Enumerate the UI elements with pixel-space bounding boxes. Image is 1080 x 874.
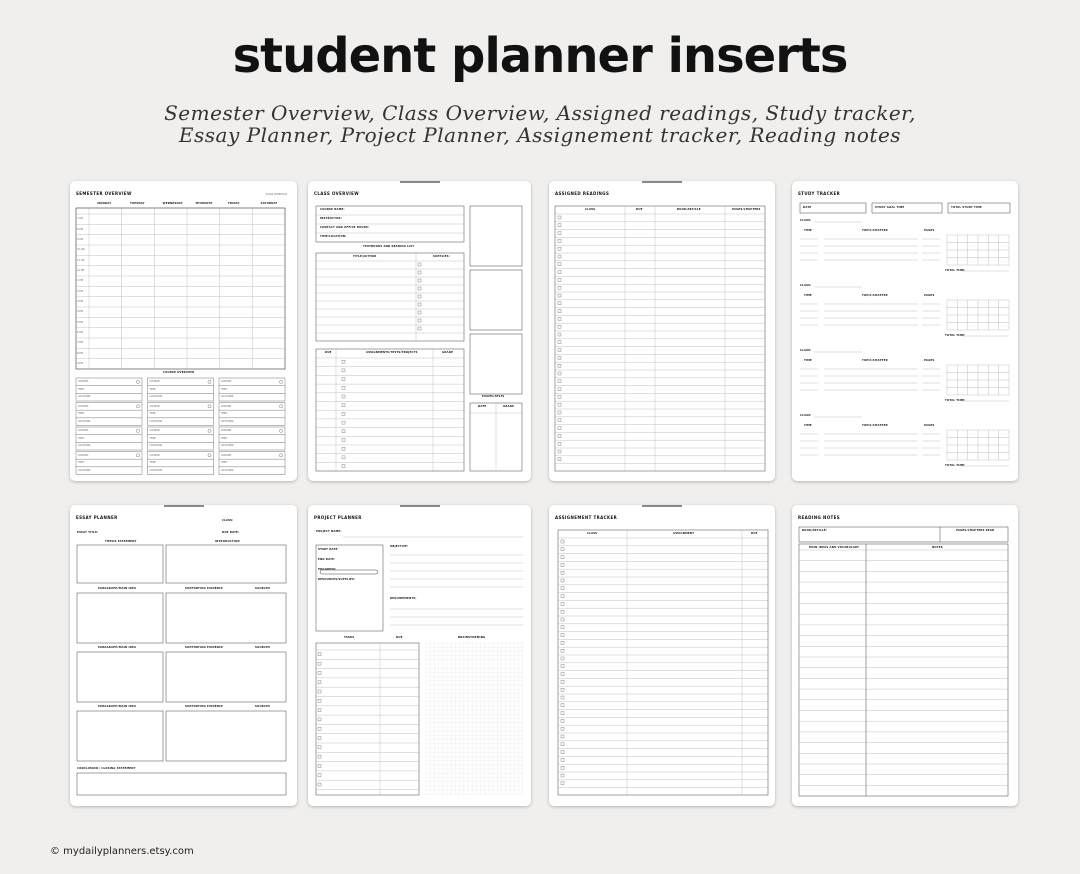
class-overview-title: CLASS OVERVIEW bbox=[314, 191, 360, 196]
course-field-label: COURSE: bbox=[78, 404, 89, 408]
class-field-label: COURSE NAME: bbox=[320, 208, 345, 211]
checkbox bbox=[558, 271, 561, 274]
time-label: 7 PM bbox=[77, 341, 83, 345]
reading-notes-page bbox=[792, 505, 1018, 806]
checkbox bbox=[318, 671, 321, 674]
essay-class: CLASS: bbox=[222, 519, 234, 522]
checkbox bbox=[561, 704, 564, 707]
semester-title: SEMESTER OVERVIEW bbox=[76, 191, 132, 196]
color-dot-icon bbox=[279, 454, 282, 457]
study-col-time: TIME bbox=[804, 229, 812, 232]
readings-title: ASSIGNED READINGS bbox=[555, 191, 610, 196]
study-col-pages: PAGES bbox=[924, 294, 935, 297]
color-dot-icon bbox=[279, 405, 282, 408]
essay-thesis: THESIS STATEMENT bbox=[105, 540, 137, 543]
checkbox bbox=[561, 688, 564, 691]
study-tracker-page bbox=[792, 181, 1018, 481]
day-header: THURSDAY bbox=[195, 202, 213, 205]
essay-grid bbox=[70, 505, 297, 806]
tb-col-title: TITLE/AUTHOR bbox=[353, 255, 377, 258]
assign-col-due: DUE bbox=[751, 532, 758, 535]
checkbox bbox=[418, 311, 421, 314]
color-dot-icon bbox=[208, 454, 211, 457]
checkbox bbox=[318, 746, 321, 749]
main-title: student planner inserts bbox=[232, 28, 848, 84]
checkbox bbox=[318, 783, 321, 786]
assign-col-assignment: ASSIGNMENT bbox=[673, 532, 695, 535]
essay-sources-label: SOURCES bbox=[255, 587, 271, 590]
checkbox bbox=[561, 712, 564, 715]
course-field-label: TIME: bbox=[78, 436, 85, 440]
checkbox bbox=[561, 602, 564, 605]
time-label: 8 AM bbox=[77, 227, 83, 231]
exam-col-date: DATE bbox=[478, 405, 487, 408]
course-overview-label: COURSE OVERVIEW bbox=[163, 371, 195, 374]
semester-grid bbox=[70, 181, 297, 481]
course-field-label: TIME: bbox=[221, 461, 228, 465]
course-field-label: TIME: bbox=[221, 436, 228, 440]
checkbox bbox=[418, 303, 421, 306]
course-field-label: COURSE: bbox=[221, 380, 232, 383]
study-goal: STUDY GOAL TIME bbox=[875, 206, 905, 209]
checkbox bbox=[561, 587, 564, 590]
checkbox bbox=[558, 232, 561, 235]
checkbox bbox=[342, 430, 345, 433]
checkbox bbox=[558, 310, 561, 313]
time-label: 9 PM bbox=[77, 361, 83, 365]
checkbox bbox=[418, 319, 421, 322]
checkbox bbox=[558, 317, 561, 320]
checkbox bbox=[561, 571, 564, 574]
notes-pages: PAGES/CHAPTERS READ bbox=[956, 529, 995, 532]
checkbox bbox=[558, 349, 561, 352]
study-class-label: CLASS: bbox=[800, 349, 812, 352]
notes-title: READING NOTES bbox=[798, 515, 841, 520]
textbooks-label: TEXTBOOKS AND READING LIST bbox=[363, 245, 415, 248]
course-field-label: TIME: bbox=[78, 412, 85, 416]
class-field-label: TIME/LOCATION: bbox=[320, 235, 347, 238]
course-field-label: LOCATION: bbox=[78, 395, 91, 399]
course-field-label: LOCATION: bbox=[149, 444, 163, 448]
essay-sources-label: SOURCES bbox=[255, 646, 271, 649]
checkbox bbox=[561, 751, 564, 754]
course-field-label: COURSE: bbox=[149, 404, 161, 408]
project-requirements: REQUIREMENTS: bbox=[390, 597, 417, 600]
study-col-pages: PAGES bbox=[924, 229, 935, 232]
study-col-pages: PAGES bbox=[924, 424, 935, 427]
study-class-label: CLASS: bbox=[800, 284, 812, 287]
study-total-time: TOTAL TIME: bbox=[945, 269, 966, 272]
checkbox bbox=[561, 735, 564, 738]
notes-ideas: MAIN IDEAS AND VOCABULARY bbox=[809, 546, 860, 549]
checkbox bbox=[561, 634, 564, 637]
checkbox bbox=[561, 665, 564, 668]
checkbox bbox=[318, 681, 321, 684]
checkbox bbox=[558, 278, 561, 281]
checkbox bbox=[561, 618, 564, 621]
color-dot-icon bbox=[208, 380, 211, 383]
checkbox bbox=[342, 369, 345, 372]
color-dot-icon bbox=[136, 429, 139, 432]
study-col-topic: TOPIC/CHAPTER bbox=[862, 229, 888, 232]
course-field-label: LOCATION: bbox=[78, 468, 91, 472]
checkbox bbox=[561, 548, 564, 551]
course-field-label: LOCATION: bbox=[78, 419, 91, 423]
checkbox bbox=[318, 774, 321, 777]
assign-col-class: CLASS bbox=[587, 532, 598, 535]
study-col-pages: PAGES bbox=[924, 359, 935, 362]
class-field-label: CONTACT AND OFFICE HOURS: bbox=[320, 226, 370, 229]
time-label: 8 PM bbox=[77, 351, 83, 355]
checkbox bbox=[558, 263, 561, 266]
study-total-time: TOTAL TIME: bbox=[945, 464, 966, 467]
course-field-label: TIME: bbox=[149, 436, 157, 440]
checkbox bbox=[558, 380, 561, 383]
time-label: 11 AM bbox=[77, 258, 85, 262]
project-field-label: START DATE: bbox=[318, 548, 339, 551]
checkbox bbox=[561, 579, 564, 582]
course-field-label: COURSE: bbox=[221, 404, 232, 408]
checkbox bbox=[418, 263, 421, 266]
checkbox bbox=[318, 709, 321, 712]
checkbox bbox=[561, 673, 564, 676]
course-field-label: TIME: bbox=[221, 387, 228, 391]
course-field-label: COURSE: bbox=[149, 380, 161, 383]
study-col-time: TIME bbox=[804, 424, 812, 427]
project-tasks: TASKS bbox=[344, 636, 355, 639]
color-dot-icon bbox=[136, 380, 139, 383]
checkbox bbox=[558, 388, 561, 391]
course-field-label: COURSE: bbox=[149, 429, 161, 432]
study-class-label: CLASS: bbox=[800, 219, 812, 222]
course-field-label: TIME: bbox=[78, 387, 85, 391]
checkbox bbox=[342, 378, 345, 381]
checkbox bbox=[561, 641, 564, 644]
checkbox bbox=[318, 727, 321, 730]
checkbox bbox=[561, 774, 564, 777]
course-field-label: COURSE: bbox=[78, 453, 89, 457]
time-label: 4 PM bbox=[77, 310, 83, 314]
day-header: MONDAY bbox=[97, 202, 112, 205]
day-header: WEDNESDAY bbox=[162, 202, 183, 205]
study-col-topic: TOPIC/CHAPTER bbox=[862, 424, 888, 427]
checkbox bbox=[558, 450, 561, 453]
checkbox bbox=[561, 680, 564, 683]
course-field-label: TIME: bbox=[221, 412, 228, 416]
course-field-label: TIME: bbox=[78, 461, 85, 465]
checkbox bbox=[558, 411, 561, 414]
study-col-topic: TOPIC/CHAPTER bbox=[862, 359, 888, 362]
study-date: DATE bbox=[803, 206, 812, 209]
color-dot-icon bbox=[136, 405, 139, 408]
assign-col-assignments: ASSIGNMENTS/TESTS/PROJECTS bbox=[366, 351, 418, 354]
time-label: 7 AM bbox=[77, 217, 83, 221]
checkbox bbox=[318, 653, 321, 656]
essay-evidence-label: SUPPORTING EVIDENCE bbox=[185, 705, 224, 708]
assign-grid bbox=[549, 505, 775, 806]
checkbox bbox=[558, 458, 561, 461]
readings-col-pages: PAGES/CHAPTERS bbox=[732, 208, 761, 211]
checkbox bbox=[342, 439, 345, 442]
checkbox bbox=[558, 434, 561, 437]
color-dot-icon bbox=[279, 380, 282, 383]
checkbox bbox=[418, 295, 421, 298]
readings-col-book: BOOK/ARTICLE bbox=[677, 208, 701, 211]
essay-paragraph-label: PARAGRAPH/MAIN IDEA bbox=[98, 646, 137, 649]
color-dot-icon bbox=[208, 429, 211, 432]
checkbox bbox=[561, 766, 564, 769]
checkbox bbox=[561, 743, 564, 746]
course-field-label: COURSE: bbox=[221, 429, 232, 432]
course-field-label: LOCATION: bbox=[149, 468, 163, 472]
semester-corner-label: CLASS SCHEDULE bbox=[265, 193, 287, 196]
checkbox bbox=[418, 271, 421, 274]
checkbox bbox=[342, 447, 345, 450]
checkbox bbox=[342, 395, 345, 398]
essay-paragraph-label: PARAGRAPH/MAIN IDEA bbox=[98, 587, 137, 590]
exam-col-grade: GRADE bbox=[503, 405, 515, 408]
essay-intro: INTRODUCTION bbox=[215, 540, 240, 543]
footer-credit: © mydailyplanners.etsy.com bbox=[50, 846, 194, 857]
course-field-label: TIME: bbox=[149, 387, 157, 391]
checkbox bbox=[558, 333, 561, 336]
checkbox bbox=[558, 372, 561, 375]
checkbox bbox=[318, 718, 321, 721]
class-field-label: INSTRUCTOR: bbox=[320, 217, 342, 220]
checkbox bbox=[558, 224, 561, 227]
essay-sources-label: SOURCES bbox=[255, 705, 271, 708]
study-total: TOTAL STUDY TIME bbox=[951, 206, 982, 209]
checkbox bbox=[558, 325, 561, 328]
checkbox bbox=[558, 247, 561, 250]
course-field-label: TIME: bbox=[149, 461, 157, 465]
essay-evidence-label: SUPPORTING EVIDENCE bbox=[185, 587, 224, 590]
checkbox bbox=[342, 465, 345, 468]
time-label: 1 PM bbox=[77, 279, 83, 283]
checkbox bbox=[418, 327, 421, 330]
assigned-readings-page bbox=[549, 181, 775, 481]
checkbox bbox=[558, 442, 561, 445]
course-field-label: LOCATION: bbox=[149, 419, 163, 423]
checkbox bbox=[558, 427, 561, 430]
subtitle-line-2: Essay Planner, Project Planner, Assignement tracker, Reading notes bbox=[178, 123, 902, 147]
study-col-time: TIME bbox=[804, 294, 812, 297]
project-planner-page bbox=[308, 505, 531, 806]
checkbox bbox=[561, 649, 564, 652]
subtitle-line-1: Semester Overview, Class Overview, Assigned readings, Study tracker, bbox=[164, 101, 916, 125]
essay-conclusion: CONCLUSION / CLOSING STATEMENT bbox=[77, 767, 136, 770]
course-field-label: COURSE: bbox=[78, 429, 89, 432]
time-label: 5 PM bbox=[77, 320, 83, 324]
project-field-label: END DATE: bbox=[318, 558, 336, 561]
essay-due: DUE DATE: bbox=[222, 531, 240, 534]
checkbox bbox=[561, 758, 564, 761]
checkbox bbox=[558, 294, 561, 297]
checkbox bbox=[561, 727, 564, 730]
study-title: STUDY TRACKER bbox=[798, 191, 841, 196]
checkbox bbox=[561, 595, 564, 598]
color-dot-icon bbox=[208, 405, 211, 408]
checkbox bbox=[558, 395, 561, 398]
tb-col-supplies: SUPPLIES: bbox=[433, 255, 450, 258]
checkbox bbox=[558, 419, 561, 422]
checkbox bbox=[342, 421, 345, 424]
course-field-label: COURSE: bbox=[149, 453, 161, 457]
course-field-label: COURSE: bbox=[78, 380, 89, 383]
project-due: DUE bbox=[396, 636, 403, 639]
assign-title: ASSIGNEMENT TRACKER bbox=[555, 515, 618, 520]
essay-planner-page bbox=[70, 505, 297, 806]
checkbox bbox=[318, 690, 321, 693]
checkbox bbox=[342, 386, 345, 389]
checkbox bbox=[342, 360, 345, 363]
checkbox bbox=[561, 657, 564, 660]
checkbox bbox=[342, 404, 345, 407]
notes-book: BOOK/ARTICLE: bbox=[802, 529, 827, 532]
checkbox bbox=[318, 755, 321, 758]
exams-label: EXAMS/TESTS bbox=[482, 395, 505, 398]
course-field-label: LOCATION: bbox=[221, 395, 234, 399]
checkbox bbox=[558, 239, 561, 242]
checkbox bbox=[318, 662, 321, 665]
study-class-label: CLASS: bbox=[800, 414, 812, 417]
study-grid bbox=[792, 181, 1018, 481]
checkbox bbox=[318, 764, 321, 767]
color-dot-icon bbox=[279, 429, 282, 432]
checkbox bbox=[558, 364, 561, 367]
essay-title: ESSAY PLANNER bbox=[76, 515, 118, 520]
project-name: PROJECT NAME: bbox=[316, 530, 342, 533]
project-grid bbox=[308, 505, 531, 806]
checkbox bbox=[318, 737, 321, 740]
checkbox bbox=[558, 341, 561, 344]
checkbox bbox=[318, 699, 321, 702]
checkbox bbox=[561, 719, 564, 722]
project-field-label: PROGRESS: bbox=[318, 568, 337, 571]
study-col-time: TIME bbox=[804, 359, 812, 362]
checkbox bbox=[558, 356, 561, 359]
checkbox bbox=[561, 782, 564, 785]
essay-essay-title: ESSAY TITLE: bbox=[77, 531, 99, 534]
checkbox bbox=[561, 696, 564, 699]
course-field-label: LOCATION: bbox=[149, 395, 163, 399]
project-title: PROJECT PLANNER bbox=[314, 515, 362, 520]
day-header: FRIDAY bbox=[228, 202, 240, 205]
assign-col-due: DUE bbox=[325, 351, 332, 354]
checkbox bbox=[561, 563, 564, 566]
course-field-label: TIME: bbox=[149, 412, 157, 416]
essay-evidence-label: SUPPORTING EVIDENCE bbox=[185, 646, 224, 649]
checkbox bbox=[561, 610, 564, 613]
course-field-label: LOCATION: bbox=[221, 444, 234, 448]
checkbox bbox=[561, 540, 564, 543]
assign-col-grade: GRADE bbox=[442, 351, 454, 354]
readings-grid bbox=[549, 181, 775, 481]
project-brainstorming: BRAINSTORMING bbox=[458, 636, 486, 639]
study-total-time: TOTAL TIME: bbox=[945, 334, 966, 337]
course-field-label: LOCATION: bbox=[221, 468, 234, 472]
color-dot-icon bbox=[136, 454, 139, 457]
checkbox bbox=[342, 456, 345, 459]
checkbox bbox=[418, 279, 421, 282]
time-label: 12 PM bbox=[77, 268, 85, 272]
checkbox bbox=[558, 302, 561, 305]
time-label: 3 PM bbox=[77, 299, 83, 303]
time-label: 10 AM bbox=[77, 248, 85, 252]
study-total-time: TOTAL TIME: bbox=[945, 399, 966, 402]
readings-col-class: CLASS bbox=[585, 208, 596, 211]
checkbox bbox=[558, 216, 561, 219]
readings-col-due: DUE bbox=[636, 208, 643, 211]
notes-notes: NOTES bbox=[932, 546, 943, 549]
checkbox bbox=[418, 287, 421, 290]
checkbox bbox=[561, 626, 564, 629]
time-label: 2 PM bbox=[77, 289, 83, 293]
assignment-tracker-page bbox=[549, 505, 775, 806]
semester-overview-page bbox=[70, 181, 297, 481]
course-field-label: LOCATION: bbox=[78, 444, 91, 448]
checkbox bbox=[558, 255, 561, 258]
project-objective: OBJECTIVE: bbox=[390, 545, 409, 548]
time-label: 9 AM bbox=[77, 237, 83, 241]
notes-grid bbox=[792, 505, 1018, 806]
checkbox bbox=[558, 286, 561, 289]
time-label: 6 PM bbox=[77, 330, 83, 334]
checkbox bbox=[561, 556, 564, 559]
project-field-label: RESOURCES/SUPPLIES: bbox=[318, 578, 356, 581]
checkbox bbox=[342, 412, 345, 415]
day-header: SATURDAY bbox=[260, 202, 278, 205]
course-field-label: COURSE: bbox=[221, 453, 232, 457]
course-field-label: LOCATION: bbox=[221, 419, 234, 423]
day-header: TUESDAY bbox=[130, 202, 145, 205]
class-overview-page bbox=[308, 181, 531, 481]
checkbox bbox=[558, 403, 561, 406]
study-col-topic: TOPIC/CHAPTER bbox=[862, 294, 888, 297]
essay-paragraph-label: PARAGRAPH/MAIN IDEA bbox=[98, 705, 137, 708]
